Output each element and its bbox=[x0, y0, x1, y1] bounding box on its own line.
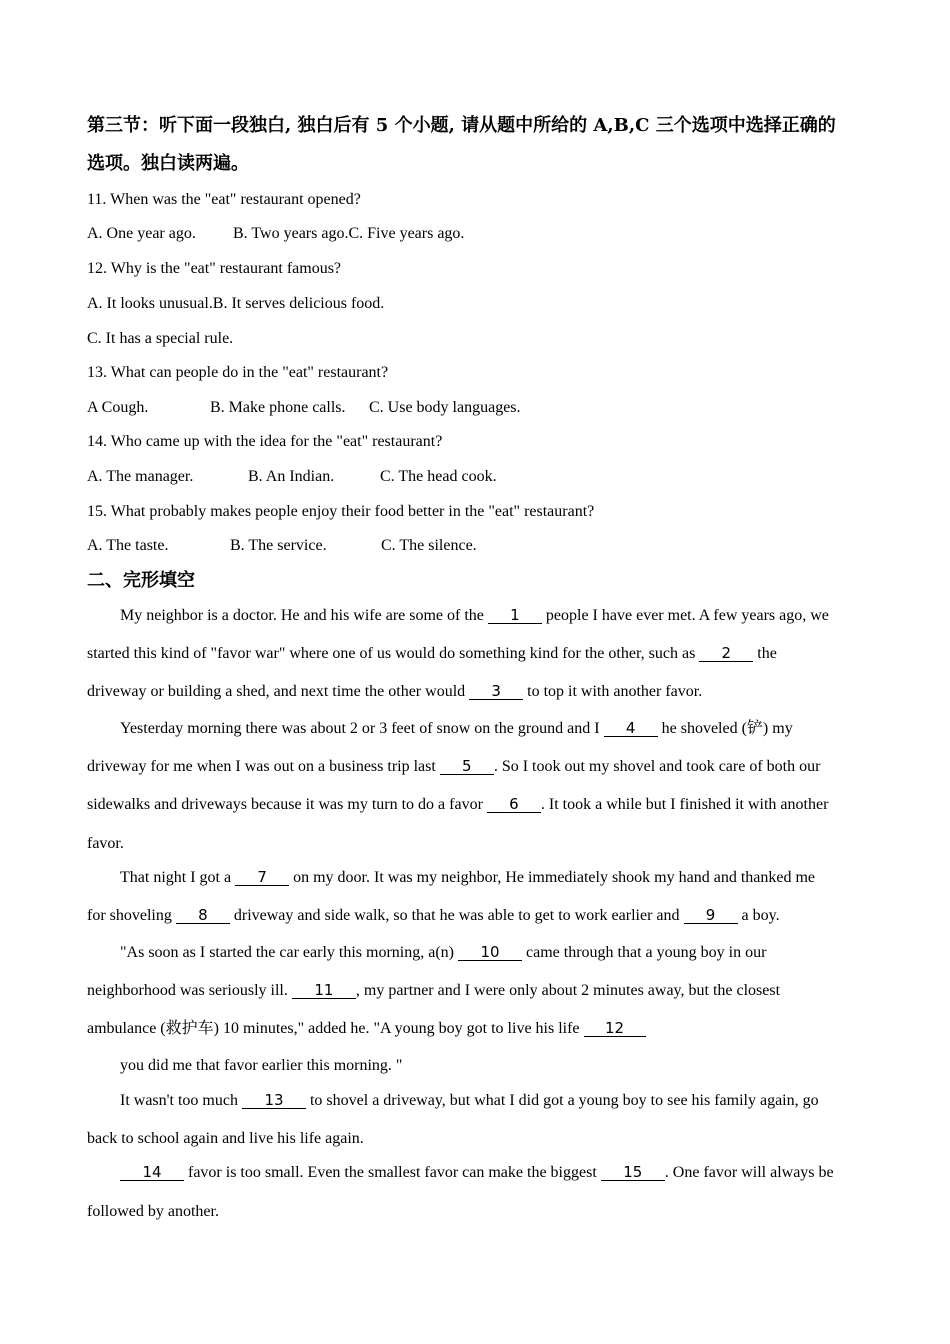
cloze-text: favor is too small. Even the smallest favor can make the biggest bbox=[184, 1164, 601, 1181]
cloze-line bbox=[120, 721, 793, 737]
section3-heading-line1: 第三节：听下面一段独白, 独白后有 5 个小题, 请从题中所给的 A,B,C 三个选项中选择正确的 bbox=[87, 115, 836, 136]
cloze-text: . One favor will always be bbox=[664, 1164, 834, 1181]
cloze-text: , my partner and I were only about 2 minutes away, but the closest bbox=[355, 982, 781, 999]
cloze-text: Yesterday morning there was about 2 or 3 feet of snow on the ground and I bbox=[120, 720, 604, 737]
section3-heading-line2: 选项。独白读两遍。 bbox=[87, 153, 249, 174]
cloze-text: That night I got a bbox=[120, 869, 236, 886]
cloze-text: . So I took out my shovel and took care of both our bbox=[493, 758, 821, 775]
cloze-blank-11[interactable]: 11 bbox=[292, 983, 356, 999]
cloze-line: favor. bbox=[87, 835, 124, 852]
cloze-text: came through that a young boy in our bbox=[522, 944, 767, 961]
cloze-blank-14[interactable]: 14 bbox=[120, 1165, 184, 1181]
cloze-line bbox=[87, 983, 780, 999]
cloze-blank-3[interactable]: 3 bbox=[469, 684, 523, 700]
option-11-b: B. Two years ago. bbox=[233, 225, 349, 242]
cloze-text: to top it with another favor. bbox=[523, 683, 703, 700]
cloze-text: he shoveled (铲) my bbox=[657, 720, 793, 737]
cloze-blank-7[interactable]: 7 bbox=[235, 870, 289, 886]
cloze-line bbox=[120, 608, 829, 624]
cloze-text: . It took a while but I finished it with another bbox=[540, 796, 829, 813]
option-11-a: A. One year ago. bbox=[87, 225, 196, 242]
cloze-line bbox=[87, 684, 702, 700]
cloze-line bbox=[120, 870, 815, 886]
cloze-line: you did me that favor earlier this morning. " bbox=[120, 1057, 403, 1074]
option-12-a: A. It looks unusual. bbox=[87, 295, 213, 312]
options-11 bbox=[87, 226, 464, 242]
question-12: 12. Why is the "eat" restaurant famous? bbox=[87, 260, 342, 277]
cloze-text: started this kind of "favor war" where one of us would do something kind for the other, such as bbox=[87, 645, 700, 662]
option-13-a: A Cough. bbox=[87, 399, 149, 416]
cloze-text: driveway or building a shed, and next time the other would bbox=[87, 683, 470, 700]
cloze-line bbox=[87, 1021, 646, 1037]
option-14-c: C. The head cook. bbox=[380, 468, 497, 485]
cloze-blank-6[interactable]: 6 bbox=[487, 797, 541, 813]
option-12-c: C. It has a special rule. bbox=[87, 330, 234, 347]
cloze-heading: 二、完形填空 bbox=[87, 570, 195, 591]
options-15 bbox=[87, 538, 477, 554]
cloze-text: driveway and side walk, so that he was able to get to work earlier and bbox=[229, 907, 684, 924]
question-14: 14. Who came up with the idea for the "eat" restaurant? bbox=[87, 433, 443, 450]
cloze-text: sidewalks and driveways because it was my turn to do a favor bbox=[87, 796, 487, 813]
option-13-c: C. Use body languages. bbox=[369, 399, 521, 416]
cloze-line bbox=[87, 646, 777, 662]
cloze-text: ambulance (救护车) 10 minutes," added he. "A young boy got to live his life bbox=[87, 1020, 584, 1037]
cloze-line bbox=[120, 945, 766, 961]
cloze-blank-5[interactable]: 5 bbox=[440, 759, 494, 775]
cloze-blank-15[interactable]: 15 bbox=[601, 1165, 665, 1181]
cloze-blank-8[interactable]: 8 bbox=[176, 908, 230, 924]
cloze-blank-10[interactable]: 10 bbox=[458, 945, 522, 961]
cloze-blank-12[interactable]: 12 bbox=[584, 1021, 646, 1037]
cloze-text: to shovel a driveway, but what I did got a young boy to see his family again, go bbox=[305, 1092, 819, 1109]
cloze-text: for shoveling bbox=[87, 907, 176, 924]
cloze-blank-9[interactable]: 9 bbox=[684, 908, 738, 924]
cloze-blank-2[interactable]: 2 bbox=[699, 646, 753, 662]
cloze-line: followed by another. bbox=[87, 1203, 219, 1220]
cloze-text: "As soon as I started the car early this morning, a(n) bbox=[120, 944, 458, 961]
cloze-blank-13[interactable]: 13 bbox=[242, 1093, 306, 1109]
cloze-text: the bbox=[753, 645, 777, 662]
option-14-a: A. The manager. bbox=[87, 468, 194, 485]
options-14 bbox=[87, 469, 497, 485]
option-13-b: B. Make phone calls. bbox=[210, 399, 346, 416]
cloze-line bbox=[120, 1165, 834, 1181]
cloze-line bbox=[87, 759, 820, 775]
cloze-text: neighborhood was seriously ill. bbox=[87, 982, 292, 999]
question-11: 11. When was the "eat" restaurant opened? bbox=[87, 191, 361, 208]
cloze-text: on my door. It was my neighbor, He immediately shook my hand and thanked me bbox=[289, 869, 816, 886]
cloze-text: It wasn't too much bbox=[120, 1092, 242, 1109]
cloze-line bbox=[120, 1093, 819, 1109]
cloze-text: a boy. bbox=[737, 907, 780, 924]
cloze-text: My neighbor is a doctor. He and his wife are some of the bbox=[120, 607, 488, 624]
cloze-blank-1[interactable]: 1 bbox=[488, 608, 542, 624]
option-15-a: A. The taste. bbox=[87, 537, 169, 554]
options-13 bbox=[87, 400, 521, 416]
cloze-text: people I have ever met. A few years ago, we bbox=[541, 607, 829, 624]
cloze-blank-4[interactable]: 4 bbox=[604, 721, 658, 737]
cloze-line: back to school again and live his life again. bbox=[87, 1130, 364, 1147]
option-12-b: B. It serves delicious food. bbox=[212, 295, 385, 312]
cloze-line bbox=[87, 797, 828, 813]
option-15-c: C. The silence. bbox=[381, 537, 477, 554]
question-15: 15. What probably makes people enjoy their food better in the "eat" restaurant? bbox=[87, 503, 595, 520]
option-15-b: B. The service. bbox=[230, 537, 327, 554]
cloze-text: driveway for me when I was out on a business trip last bbox=[87, 758, 440, 775]
cloze-line bbox=[87, 908, 780, 924]
option-11-c: C. Five years ago. bbox=[348, 225, 465, 242]
question-13: 13. What can people do in the "eat" restaurant? bbox=[87, 364, 389, 381]
options-12 bbox=[87, 296, 384, 312]
option-14-b: B. An Indian. bbox=[248, 468, 335, 485]
